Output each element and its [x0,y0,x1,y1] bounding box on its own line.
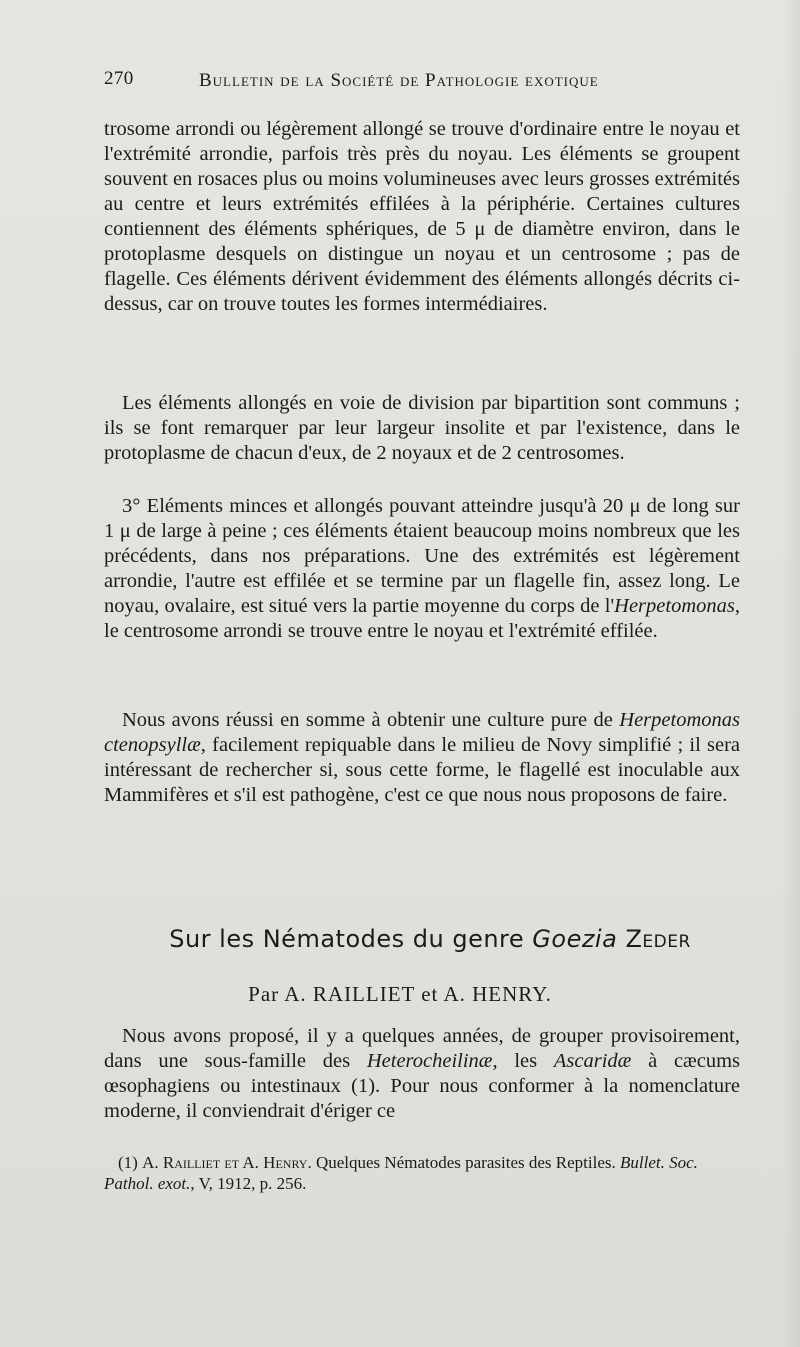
paragraph-continued [104,117,740,317]
text-run: Nous avons réussi en somme à obtenir une culture pure de [122,709,620,731]
family-name: Ascaridæ [553,1050,632,1072]
paragraph-text: trosome arrondi ou légèrement allongé se trouve d'ordinaire entre le noyau et l'extrémité arrondie, parfois très près du noyau. Les éléments se groupent souvent en rosaces plus ou moins volumineuses avec leurs grosses extrémités au centre et leurs extrémités effilées à la périphérie. Certaines cultures contiennent des éléments sphériques, de 5 μ de diamètre environ, dans le protoplasme desquels on distingue un noyau et un centrosome ; pas de flagelle. Ces éléments dérivent évidemment des éléments allongés décrits ci-dessus, car on trouve toutes les formes intermédiaires. [104,118,740,315]
text-run: , le centrosome arrondi se trouve entre le noyau et l'extrémité effilée. [104,595,740,642]
text-run: à cæcums œsophagiens ou intestinaux (1). Pour nous conformer à la nomenclature moderne, il conviendrait d'ériger ce [104,1050,740,1122]
text-run: , facilement repiquable dans le milieu de Novy simplifié ; il sera intéressant de rechercher si, sous cette forme, le flagellé est inoculable aux Mammifères et s'il est pathogène, c'est ce que nous nous proposons de faire. [104,734,740,806]
footnote-text [104,1152,740,1194]
footnote-title: Quelques Nématodes parasites des Reptiles. [311,1153,616,1172]
article-title [0,925,800,953]
paragraph-text [104,1024,740,1124]
title-genus: Goezia [532,925,618,953]
footnote-journal: Bullet. Soc. Pathol. exot. [104,1153,698,1193]
subfamily-name: Heterocheilinæ [366,1050,493,1072]
paragraph-thin-elements [104,494,740,644]
footnote-reference: , V, 1912, p. 256. [190,1174,307,1193]
paragraph-division [104,391,740,466]
title-text: Sur les Nématodes du genre [169,925,533,953]
page-edge-shadow [782,0,800,1347]
paragraph-text [104,708,740,808]
footnote-marker: (1) [118,1153,143,1172]
footnote-authors: A. Railliet et A. Henry. [142,1153,312,1172]
species-name: Herpetomonas ctenopsyllæ [104,709,740,756]
text-run: 3° Eléments minces et allongés pouvant atteindre jusqu'à 20 μ de long sur 1 μ de large à peine ; ces éléments étaient beaucoup moins nombreux que les précédents, dans nos préparations. Une des extrémités est légèrement arrondie, l'autre est effilée et se termine par un flagelle fin, assez long. Le noyau, ovalaire, est situé vers la partie moyenne du corps de l' [104,495,740,617]
paragraph-text: Les éléments allongés en voie de division par bipartition sont communs ; ils se font remarquer par leur largeur insolite et par l'existence, dans le protoplasme de chacun d'eux, de 2 noyaux et de 2 centrosomes. [104,392,740,464]
journal-title: Bulletin de la Société de Pathologie exotique [199,70,599,91]
title-author: Zeder [625,925,691,953]
text-run: , les [492,1050,554,1072]
paragraph-conclusion [104,708,740,808]
article-byline: Par A. RAILLIET et A. HENRY. [248,982,552,1006]
text-run: Nous avons proposé, il y a quelques années, de grouper provisoirement, dans une sous-famille des [104,1025,740,1072]
paragraph-text [104,494,740,644]
page-number: 270 [104,68,134,89]
footnote [104,1152,740,1194]
paragraph-article-intro [104,1024,740,1124]
genus-name: Herpetomonas [614,595,735,617]
